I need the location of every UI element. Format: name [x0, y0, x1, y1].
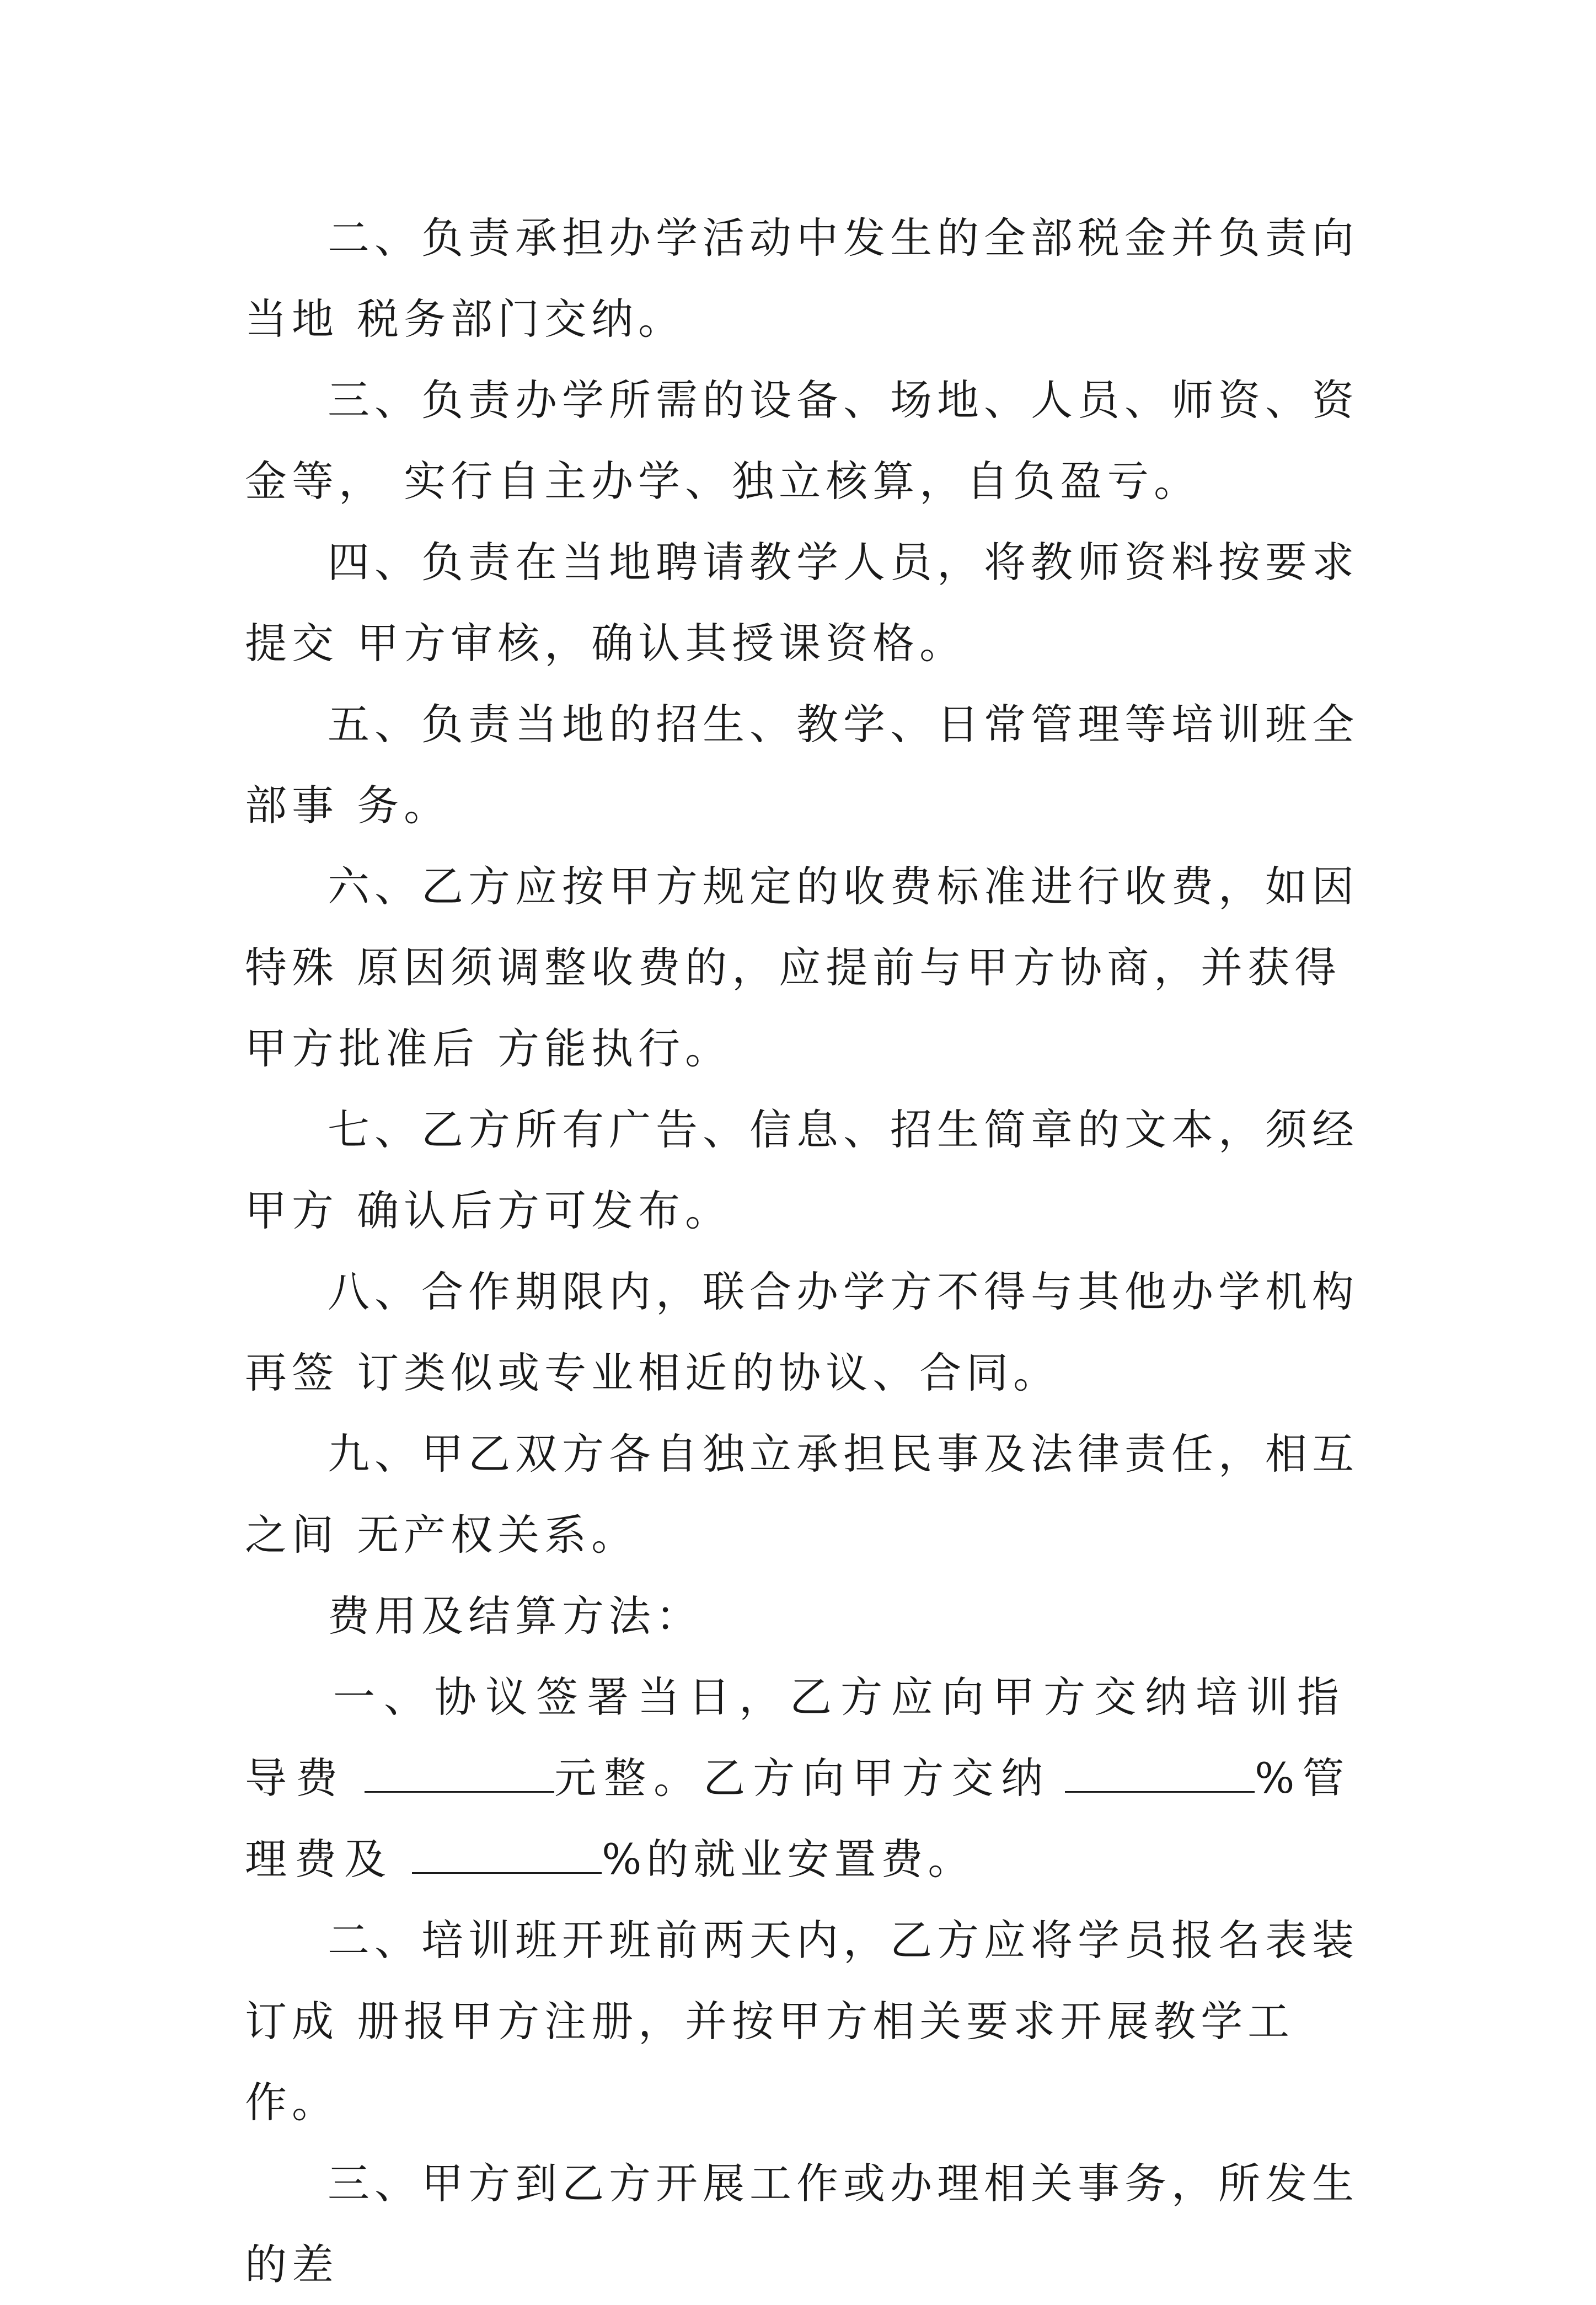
section-heading-fees [245, 1575, 1359, 1657]
fill-in-blank[interactable] [1065, 1758, 1255, 1793]
text-fragment: 元整。乙方向甲方交纳 [554, 1754, 1051, 1803]
text-line: 方能执行。 [497, 1024, 732, 1073]
text-line: 八、合作期限内，联合办学方不得与其他办学机构再签 [245, 1267, 1359, 1397]
text-line: 税务部门交纳。 [357, 294, 685, 344]
text-line: 二、培训班开班前两天内，乙方应将学员报名表装订成 [245, 1916, 1359, 2046]
text-line: 四、负责在当地聘请教学人员，将教师资料按要求提交 [245, 538, 1359, 668]
text-line [412, 1835, 974, 1884]
text-fragment: %的就业安置费。 [602, 1835, 975, 1884]
paragraph-management [245, 684, 1359, 846]
text-line: 三、负责办学所需的设备、场地、人员、师资、资金等， [245, 376, 1359, 506]
text-line: 九、甲乙双方各自独立承担民事及法律责任，相互之间 [245, 1429, 1359, 1559]
text-line: 三、甲方到乙方开展工作或办理相关事务，所发生的差 [245, 2159, 1359, 2289]
paragraph-expenses [245, 2143, 1359, 2305]
paragraph-advertising [245, 1089, 1359, 1251]
paragraph-resources [245, 360, 1359, 522]
document-body [245, 197, 1359, 2305]
text-line: 原因须调整收费的，应提前与甲方协商，并获得甲方批准后 [245, 943, 1342, 1073]
text-line: 实行自主办学、独立核算，自负盈亏。 [404, 457, 1201, 506]
paragraph-fee-amounts [245, 1657, 1359, 1900]
text-line: 确认后方可发布。 [357, 1186, 732, 1235]
fill-in-blank[interactable] [365, 1758, 554, 1793]
text-line: 一、协议签署当日，乙方应向甲方交纳培训指导费 [245, 1673, 1348, 1803]
paragraph-liability [245, 1413, 1359, 1575]
text-line: 无产权关系。 [357, 1510, 639, 1559]
paragraph-fees-standard [245, 846, 1359, 1089]
text-fragment: %管理费及 [245, 1754, 1352, 1884]
paragraph-taxes [245, 197, 1359, 360]
text-line: 六、乙方应按甲方规定的收费标准进行收费，如因特殊 [245, 862, 1359, 992]
text-line: 册报甲方注册，并按甲方相关要求开展教学工作。 [245, 1997, 1295, 2127]
text-line: 务。 [357, 781, 451, 830]
text-line: 七、乙方所有广告、信息、招生简章的文本，须经甲方 [245, 1105, 1359, 1235]
text-line: 五、负责当地的招生、教学、日常管理等培训班全部事 [245, 700, 1359, 830]
fill-in-blank[interactable] [412, 1839, 602, 1874]
text-line: 甲方审核，确认其授课资格。 [357, 619, 967, 668]
paragraph-exclusivity [245, 1251, 1359, 1413]
section-heading: 费用及结算方法： [328, 1591, 703, 1641]
text-line: 二、负责承担办学活动中发生的全部税金并负责向当地 [245, 213, 1359, 344]
text-line: 订类似或专业相近的协议、合同。 [357, 1348, 1061, 1397]
paragraph-registration [245, 1900, 1359, 2143]
paragraph-teachers [245, 522, 1359, 684]
